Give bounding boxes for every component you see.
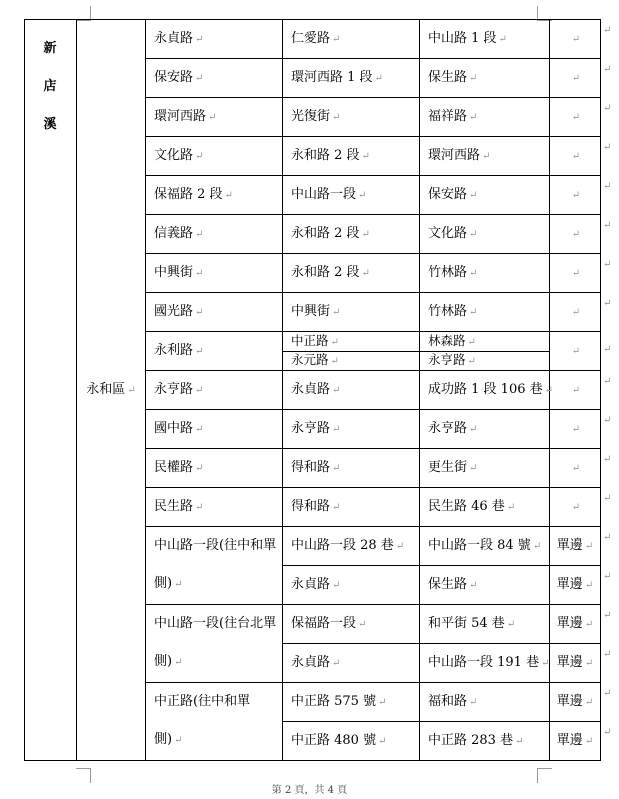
row-end-mark-icon: ↵	[603, 298, 612, 309]
end-point: 福祥路 ↵	[420, 98, 550, 137]
end-point: 成功路 1 段 106 巷 ↵	[420, 371, 550, 410]
paragraph-mark-icon: ↵	[571, 384, 581, 396]
road-name: 中正路(往中和單側) ↵	[146, 683, 283, 761]
side-note: 單邊 ↵	[550, 722, 601, 761]
paragraph-mark-icon: ↵	[482, 150, 491, 162]
row-end-mark-icon: ↵	[603, 220, 612, 231]
paragraph-mark-icon: ↵	[584, 696, 594, 708]
start-point: 光復街 ↵	[283, 98, 420, 137]
end-point: 保生路 ↵	[420, 59, 550, 98]
start-point: 永和路 2 段 ↵	[283, 137, 420, 176]
row-end-mark-icon: ↵	[603, 454, 612, 465]
paragraph-mark-icon: ↵	[332, 657, 341, 669]
table-row	[25, 20, 601, 59]
row-end-mark-icon: ↵	[603, 259, 612, 270]
end-point: 中山路一段 84 號 ↵	[420, 527, 550, 566]
start-point: 永元路 ↵	[283, 352, 420, 371]
paragraph-mark-icon: ↵	[195, 345, 204, 357]
end-point: 永亨路 ↵	[420, 352, 550, 371]
road-name: 信義路 ↵	[146, 215, 283, 254]
end-point: 保生路 ↵	[420, 566, 550, 605]
paragraph-mark-icon: ↵	[515, 735, 524, 747]
side-note	[550, 137, 601, 176]
start-point: 中山路一段 28 巷 ↵	[283, 527, 420, 566]
row-end-mark-icon: ↵	[603, 142, 612, 153]
side-note: 單邊 ↵	[550, 605, 601, 644]
side-note	[550, 488, 601, 527]
row-end-mark-icon: ↵	[603, 493, 612, 504]
paragraph-mark-icon: ↵	[224, 189, 233, 201]
paragraph-mark-icon: ↵	[469, 189, 478, 201]
side-note: 單邊 ↵	[550, 566, 601, 605]
row-end-mark-icon: ↵	[603, 571, 612, 582]
paragraph-mark-icon: ↵	[498, 33, 507, 45]
road-name: 保福路 2 段 ↵	[146, 176, 283, 215]
side-note	[550, 254, 601, 293]
paragraph-mark-icon: ↵	[584, 618, 594, 630]
side-note: 單邊 ↵	[550, 644, 601, 683]
district-label: 永和區 ↵	[77, 20, 146, 761]
side-note	[550, 59, 601, 98]
paragraph-mark-icon: ↵	[571, 501, 581, 513]
end-point: 林森路 ↵	[420, 332, 550, 352]
paragraph-mark-icon: ↵	[571, 189, 581, 201]
paragraph-mark-icon: ↵	[571, 72, 581, 84]
paragraph-mark-icon: ↵	[174, 735, 183, 746]
end-point: 中山路一段 191 巷 ↵	[420, 644, 550, 683]
row-end-mark-icon: ↵	[603, 415, 612, 426]
paragraph-mark-icon: ↵	[195, 33, 204, 45]
start-point: 環河西路 1 段 ↵	[283, 59, 420, 98]
side-note	[550, 371, 601, 410]
paragraph-mark-icon: ↵	[378, 735, 387, 747]
paragraph-mark-icon: ↵	[332, 33, 341, 45]
paragraph-mark-icon: ↵	[395, 540, 405, 552]
paragraph-mark-icon: ↵	[571, 423, 581, 435]
paragraph-mark-icon: ↵	[469, 423, 478, 435]
paragraph-mark-icon: ↵	[195, 72, 204, 84]
paragraph-mark-icon: ↵	[469, 306, 478, 318]
side-note	[550, 332, 601, 371]
end-point: 環河西路 ↵	[420, 137, 550, 176]
road-name: 國中路 ↵	[146, 410, 283, 449]
road-name: 永亨路 ↵	[146, 371, 283, 410]
paragraph-mark-icon: ↵	[571, 228, 581, 240]
end-point: 永亨路 ↵	[420, 410, 550, 449]
start-point: 得和路 ↵	[283, 449, 420, 488]
paragraph-mark-icon: ↵	[469, 72, 478, 84]
road-name: 中山路一段(往中和單側) ↵	[146, 527, 283, 605]
road-name: 保安路 ↵	[146, 59, 283, 98]
paragraph-mark-icon: ↵	[469, 111, 478, 123]
row-end-mark-icon: ↵	[603, 103, 612, 114]
side-note	[550, 215, 601, 254]
paragraph-mark-icon: ↵	[330, 336, 339, 348]
end-point: 民生路 46 巷 ↵	[420, 488, 550, 527]
paragraph-mark-icon: ↵	[378, 696, 387, 708]
road-name: 文化路 ↵	[146, 137, 283, 176]
paragraph-mark-icon: ↵	[544, 384, 554, 396]
paragraph-mark-icon: ↵	[332, 384, 341, 396]
row-end-mark-icon: ↵	[603, 25, 612, 36]
paragraph-mark-icon: ↵	[469, 696, 478, 708]
road-name: 國光路 ↵	[146, 293, 283, 332]
paragraph-mark-icon: ↵	[541, 657, 550, 669]
paragraph-mark-icon: ↵	[195, 306, 204, 318]
end-point: 竹林路 ↵	[420, 254, 550, 293]
side-note	[550, 20, 601, 59]
end-point: 更生街 ↵	[420, 449, 550, 488]
paragraph-mark-icon: ↵	[127, 384, 136, 396]
row-end-mark-icon: ↵	[603, 532, 612, 543]
page-footer: 第 2 頁，共 4 頁	[271, 785, 348, 796]
road-name: 環河西路 ↵	[146, 98, 283, 137]
row-end-mark-icon: ↵	[603, 688, 612, 699]
paragraph-mark-icon: ↵	[330, 356, 339, 367]
paragraph-mark-icon: ↵	[584, 735, 594, 747]
side-note	[550, 293, 601, 332]
row-end-mark-icon: ↵	[603, 344, 612, 355]
paragraph-mark-icon: ↵	[174, 579, 183, 590]
start-point: 永亨路 ↵	[283, 410, 420, 449]
start-point: 保福路一段 ↵	[283, 605, 420, 644]
paragraph-mark-icon: ↵	[332, 423, 341, 435]
paragraph-mark-icon: ↵	[195, 267, 204, 279]
paragraph-mark-icon: ↵	[571, 33, 581, 45]
row-end-mark-icon: ↵	[603, 376, 612, 387]
start-point: 永貞路 ↵	[283, 371, 420, 410]
road-table	[24, 19, 601, 761]
paragraph-mark-icon: ↵	[469, 267, 478, 279]
paragraph-mark-icon: ↵	[584, 579, 594, 591]
paragraph-mark-icon: ↵	[361, 150, 370, 162]
area-label: 新 店 溪	[43, 41, 58, 132]
paragraph-mark-icon: ↵	[332, 501, 341, 513]
paragraph-mark-icon: ↵	[584, 657, 594, 669]
start-point: 永貞路 ↵	[283, 644, 420, 683]
road-name: 民生路 ↵	[146, 488, 283, 527]
row-end-mark-icon: ↵	[603, 727, 612, 738]
paragraph-mark-icon: ↵	[571, 345, 581, 357]
row-end-mark-icon: ↵	[603, 64, 612, 75]
paragraph-mark-icon: ↵	[195, 228, 204, 240]
side-note	[550, 410, 601, 449]
end-point: 保安路 ↵	[420, 176, 550, 215]
side-note	[550, 176, 601, 215]
paragraph-mark-icon: ↵	[332, 462, 341, 474]
paragraph-mark-icon: ↵	[361, 267, 370, 279]
start-point: 中正路 480 號 ↵	[283, 722, 420, 761]
road-name: 永貞路 ↵	[146, 20, 283, 59]
paragraph-mark-icon: ↵	[467, 336, 476, 348]
paragraph-mark-icon: ↵	[195, 150, 204, 162]
paragraph-mark-icon: ↵	[195, 462, 204, 474]
paragraph-mark-icon: ↵	[195, 384, 204, 396]
paragraph-mark-icon: ↵	[467, 356, 476, 367]
paragraph-mark-icon: ↵	[506, 618, 516, 630]
end-point: 文化路 ↵	[420, 215, 550, 254]
road-name: 中興街 ↵	[146, 254, 283, 293]
area-label-cell	[25, 20, 77, 761]
paragraph-mark-icon: ↵	[208, 111, 217, 123]
paragraph-mark-icon: ↵	[374, 72, 383, 84]
paragraph-mark-icon: ↵	[332, 111, 341, 123]
paragraph-mark-icon: ↵	[332, 306, 341, 318]
paragraph-mark-icon: ↵	[361, 228, 370, 240]
paragraph-mark-icon: ↵	[571, 111, 581, 123]
end-point: 中正路 283 巷 ↵	[420, 722, 550, 761]
paragraph-mark-icon: ↵	[571, 150, 581, 162]
side-note: 單邊 ↵	[550, 683, 601, 722]
paragraph-mark-icon: ↵	[571, 267, 581, 279]
start-point: 永和路 2 段 ↵	[283, 254, 420, 293]
row-end-mark-icon: ↵	[603, 610, 612, 621]
end-point: 福和路 ↵	[420, 683, 550, 722]
paragraph-mark-icon: ↵	[571, 462, 581, 474]
paragraph-mark-icon: ↵	[195, 501, 204, 513]
paragraph-mark-icon: ↵	[469, 228, 478, 240]
road-name: 永利路 ↵	[146, 332, 283, 371]
side-note	[550, 449, 601, 488]
side-note	[550, 98, 601, 137]
paragraph-mark-icon: ↵	[469, 462, 478, 474]
paragraph-mark-icon: ↵	[571, 306, 581, 318]
end-point: 和平街 54 巷 ↵	[420, 605, 550, 644]
road-name: 民權路 ↵	[146, 449, 283, 488]
end-point: 中山路 1 段 ↵	[420, 20, 550, 59]
paragraph-mark-icon: ↵	[584, 540, 594, 552]
road-name: 中山路一段(往台北單側) ↵	[146, 605, 283, 683]
paragraph-mark-icon: ↵	[358, 189, 367, 201]
start-point: 中正路 575 號 ↵	[283, 683, 420, 722]
start-point: 永和路 2 段 ↵	[283, 215, 420, 254]
start-point: 中山路一段 ↵	[283, 176, 420, 215]
row-end-mark-icon: ↵	[603, 181, 612, 192]
start-point: 得和路 ↵	[283, 488, 420, 527]
start-point: 仁愛路 ↵	[283, 20, 420, 59]
paragraph-mark-icon: ↵	[174, 657, 183, 668]
side-note: 單邊 ↵	[550, 527, 601, 566]
paragraph-mark-icon: ↵	[469, 579, 478, 591]
start-point: 永貞路 ↵	[283, 566, 420, 605]
end-point: 竹林路 ↵	[420, 293, 550, 332]
paragraph-mark-icon: ↵	[358, 618, 367, 630]
paragraph-mark-icon: ↵	[195, 423, 204, 435]
start-point: 中正路 ↵	[283, 332, 420, 352]
row-end-mark-icon: ↵	[603, 649, 612, 660]
paragraph-mark-icon: ↵	[532, 540, 542, 552]
start-point: 中興街 ↵	[283, 293, 420, 332]
paragraph-mark-icon: ↵	[506, 501, 516, 513]
paragraph-mark-icon: ↵	[332, 579, 341, 591]
